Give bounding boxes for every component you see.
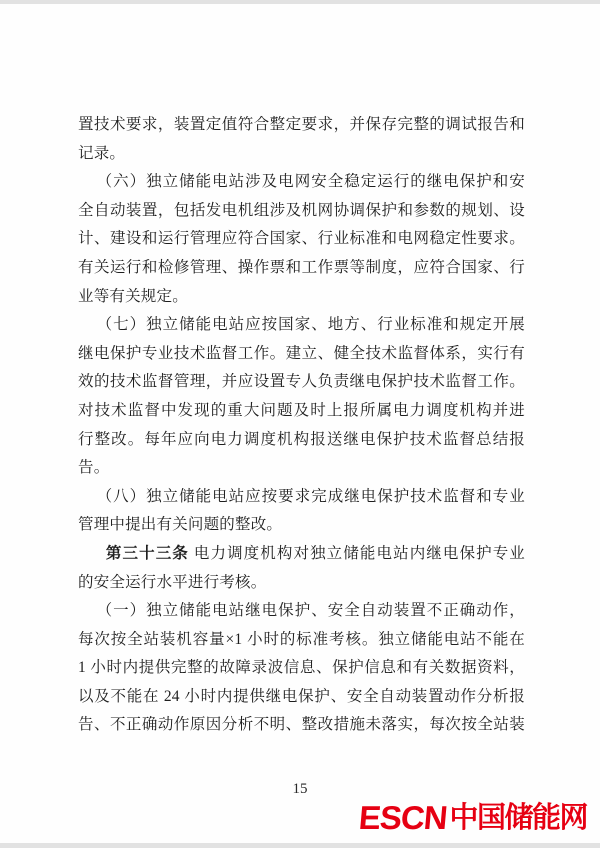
doc-line: 对技术监督中发现的重大问题及时上报所属电力调度机构并进 [78,401,525,419]
escn-logo [359,799,587,837]
doc-line: 计、建设和运行管理应符合国家、行业标准和电网稳定性要求。 [78,230,525,248]
doc-line: 第三十三条 电力调度机构对独立储能电站内继电保护专业 [105,544,525,562]
doc-line: 的安全运行水平进行考核。 [78,573,267,591]
escn-logo-latin: ESCN [357,799,449,836]
doc-line: 告、不正确动作原因分析不明、整改措施未落实，每次按全站装 [78,716,525,734]
doc-line: 管理中提出有关问题的整改。 [78,516,283,534]
doc-line: （六）独立储能电站涉及电网安全稳定运行的继电保护和安 [96,173,525,191]
scan-edge-top [0,0,600,4]
doc-line: （一）独立储能电站继电保护、安全自动装置不正确动作， [96,602,525,620]
page-number: 15 [292,781,308,797]
escn-logo-cjk: 中国储能网 [449,802,587,834]
doc-line: 告。 [78,459,110,477]
doc-line: 有关运行和检修管理、操作票和工作票等制度，应符合国家、行 [78,258,525,276]
doc-line: 置技术要求，装置定值符合整定要求，并保存完整的调试报告和 [78,116,525,133]
doc-line: 1 小时内提供完整的故障录波信息、保护信息和有关数据资料， [78,659,525,677]
doc-line: 以及不能在 24 小时内提供继电保护、安全自动装置动作分析报 [78,687,525,705]
doc-line: 继电保护专业技术监督工作。建立、健全技术监督体系，实行有 [78,344,525,362]
article-number-bold: 第三十三条 [105,544,189,562]
doc-line: 业等有关规定。 [78,287,188,305]
doc-line: 效的技术监督管理，并应设置专人负责继电保护技术监督工作。 [78,373,525,391]
doc-line: 每次按全站装机容量×1 小时的标准考核。独立储能电站不能在 [78,630,525,648]
document-text [78,111,525,740]
doc-line: （八）独立储能电站应按要求完成继电保护技术监督和专业 [96,487,525,505]
doc-line: 全自动装置，包括发电机组涉及机网协调保护和参数的规划、设 [78,201,525,219]
doc-line: （七）独立储能电站应按国家、地方、行业标准和规定开展 [96,316,525,334]
doc-line: 行整改。每年应向电力调度机构报送继电保护技术监督总结报 [78,430,525,448]
scan-edge-bottom [0,843,600,848]
doc-line: 记录。 [78,144,126,162]
